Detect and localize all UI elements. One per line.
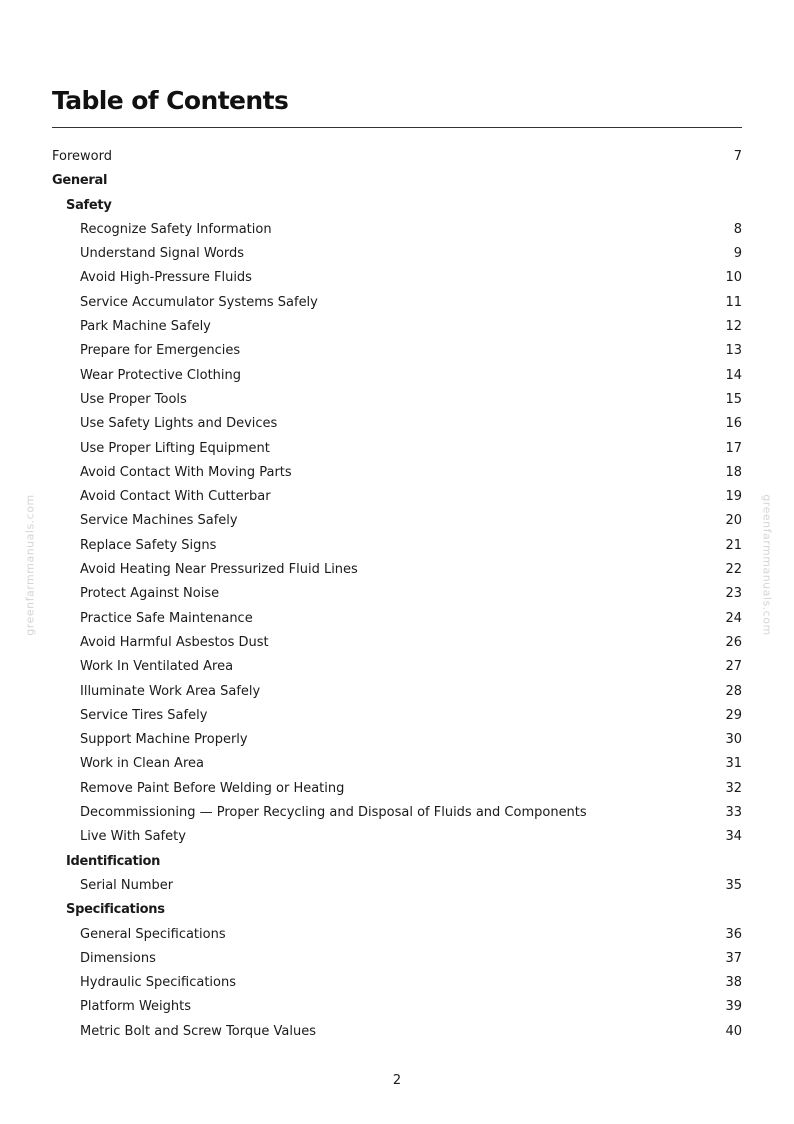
toc-entry-label: Safety <box>66 197 112 213</box>
toc-entry-label: General Specifications <box>80 926 226 942</box>
toc-entry-page: 37 <box>725 950 742 966</box>
toc-entry-page: 23 <box>725 586 742 602</box>
toc-entry[interactable] <box>52 291 742 315</box>
toc-entry[interactable] <box>52 607 742 631</box>
toc-entry-page: 27 <box>725 659 742 675</box>
toc-entry[interactable] <box>52 509 742 533</box>
toc-entry[interactable] <box>52 825 742 849</box>
toc-entry[interactable] <box>52 437 742 461</box>
toc-entry-label: Foreword <box>52 149 112 164</box>
toc-entry-page: 20 <box>725 513 742 529</box>
toc-section-heading <box>52 169 742 193</box>
toc-entry-page: 35 <box>725 877 742 893</box>
toc-entry[interactable] <box>52 923 742 947</box>
toc-entry[interactable] <box>52 412 742 436</box>
toc-entry-label: Understand Signal Words <box>80 246 245 262</box>
toc-entry-label: Avoid Contact With Cutterbar <box>80 489 271 505</box>
title-divider <box>52 127 742 128</box>
toc-entry-page: 15 <box>725 391 742 407</box>
toc-entry-label: Decommissioning — Proper Recycling and Disposal of Fluids and Components <box>80 805 587 821</box>
toc-entry-page: 12 <box>725 319 742 335</box>
toc-entry[interactable] <box>52 388 742 412</box>
toc-entry-page: 19 <box>725 489 742 505</box>
toc-entry-label: Serial Number <box>80 877 174 893</box>
toc-entry[interactable] <box>52 534 742 558</box>
toc-entry[interactable] <box>52 655 742 679</box>
toc-entry-label: Practice Safe Maintenance <box>80 610 253 626</box>
toc-entry[interactable] <box>52 582 742 606</box>
toc-section-heading <box>52 898 742 922</box>
toc-entry-label: Work In Ventilated Area <box>80 659 234 675</box>
toc-entry[interactable] <box>52 242 742 266</box>
toc-entry-label: Prepare for Emergencies <box>80 343 241 359</box>
toc-entry-label: Replace Safety Signs <box>80 537 217 553</box>
toc-entry[interactable] <box>52 558 742 582</box>
toc-entry-label: Metric Bolt and Screw Torque Values <box>80 1023 316 1039</box>
toc-entry[interactable] <box>52 995 742 1019</box>
toc-entry-page: 40 <box>725 1023 742 1039</box>
toc-entry-label: Service Accumulator Systems Safely <box>80 294 318 310</box>
toc-entry-page: 10 <box>725 270 742 286</box>
toc-entry-label: Service Tires Safely <box>80 707 208 723</box>
toc-entry-label: Illuminate Work Area Safely <box>80 683 261 699</box>
toc-entry-page: 33 <box>725 805 742 821</box>
toc-entry-label: Park Machine Safely <box>80 319 211 335</box>
toc-entry[interactable] <box>52 801 742 825</box>
toc-entry[interactable] <box>52 266 742 290</box>
toc-entry-label: Protect Against Noise <box>80 586 220 602</box>
toc-entry-page: 9 <box>733 246 742 262</box>
toc-entry-label: Use Proper Tools <box>80 391 187 407</box>
toc-entry-page: 28 <box>725 683 742 699</box>
toc-entry-page: 36 <box>725 926 742 942</box>
toc-entry-label: Identification <box>66 853 161 869</box>
toc-entry-page: 34 <box>725 829 742 845</box>
toc-entry[interactable] <box>52 461 742 485</box>
toc-entry-page: 8 <box>733 221 742 237</box>
toc-entry-label: Specifications <box>66 902 165 918</box>
toc-entry-label: General <box>52 173 108 189</box>
toc-section-heading <box>52 194 742 218</box>
toc-entry-page: 31 <box>725 756 742 772</box>
toc-entry-page: 7 <box>733 149 742 164</box>
toc-entry-label: Live With Safety <box>80 829 186 845</box>
page-title: Table of Contents <box>52 86 289 115</box>
toc-entry-page: 17 <box>725 440 742 456</box>
toc-entry-label: Avoid Contact With Moving Parts <box>80 464 292 480</box>
toc-entry-label: Hydraulic Specifications <box>80 975 237 991</box>
toc-entry-page: 13 <box>725 343 742 359</box>
toc-entry[interactable] <box>52 777 742 801</box>
toc-entry-page: 26 <box>725 634 742 650</box>
toc-entry-label: Platform Weights <box>80 999 192 1015</box>
toc-entry-label: Avoid Heating Near Pressurized Fluid Lines <box>80 562 358 578</box>
toc-entry[interactable] <box>52 315 742 339</box>
toc-section-heading <box>52 850 742 874</box>
toc-entry-page: 24 <box>725 610 742 626</box>
toc-entry[interactable] <box>52 145 742 169</box>
toc-entry[interactable] <box>52 704 742 728</box>
toc-entry[interactable] <box>52 947 742 971</box>
toc-entry-page: 21 <box>725 537 742 553</box>
toc-entry-label: Service Machines Safely <box>80 513 238 529</box>
toc-entry-page: 14 <box>725 367 742 383</box>
toc-entry-page: 18 <box>725 464 742 480</box>
toc-entry-page: 38 <box>725 975 742 991</box>
toc-entry-page: 16 <box>725 416 742 432</box>
toc-entry-page: 30 <box>725 732 742 748</box>
toc-entry-label: Use Proper Lifting Equipment <box>80 440 270 456</box>
toc-entry-label: Remove Paint Before Welding or Heating <box>80 780 345 796</box>
toc-entry-label: Avoid High-Pressure Fluids <box>80 270 252 286</box>
toc-entry-label: Avoid Harmful Asbestos Dust <box>80 634 269 650</box>
toc-entry[interactable] <box>52 364 742 388</box>
watermark-left: greenfarmmanuals.com <box>23 494 37 636</box>
toc-entry[interactable] <box>52 1020 742 1044</box>
toc-entry[interactable] <box>52 680 742 704</box>
toc-entry-page: 32 <box>725 780 742 796</box>
toc-entry-label: Recognize Safety Information <box>80 221 272 237</box>
toc-entry-label: Dimensions <box>80 950 156 966</box>
toc-entry-page: 11 <box>725 294 742 310</box>
toc-entry-label: Work in Clean Area <box>80 756 204 772</box>
page-number: 2 <box>392 1073 402 1088</box>
toc-entry-label: Wear Protective Clothing <box>80 367 242 383</box>
toc-entry-page: 29 <box>725 707 742 723</box>
toc-entry[interactable] <box>52 874 742 898</box>
toc-entry[interactable] <box>52 339 742 363</box>
toc-entry[interactable] <box>52 752 742 776</box>
toc-entry[interactable] <box>52 485 742 509</box>
toc-entry[interactable] <box>52 218 742 242</box>
toc-entry-page: 39 <box>725 999 742 1015</box>
toc-entry-label: Support Machine Properly <box>80 732 248 748</box>
toc-entry-page: 22 <box>725 562 742 578</box>
toc-entry-label: Use Safety Lights and Devices <box>80 416 278 432</box>
table-of-contents <box>52 145 742 1044</box>
toc-entry[interactable] <box>52 971 742 995</box>
toc-entry[interactable] <box>52 728 742 752</box>
toc-entry[interactable] <box>52 631 742 655</box>
watermark-right: greenfarmmanuals.com <box>760 494 774 636</box>
